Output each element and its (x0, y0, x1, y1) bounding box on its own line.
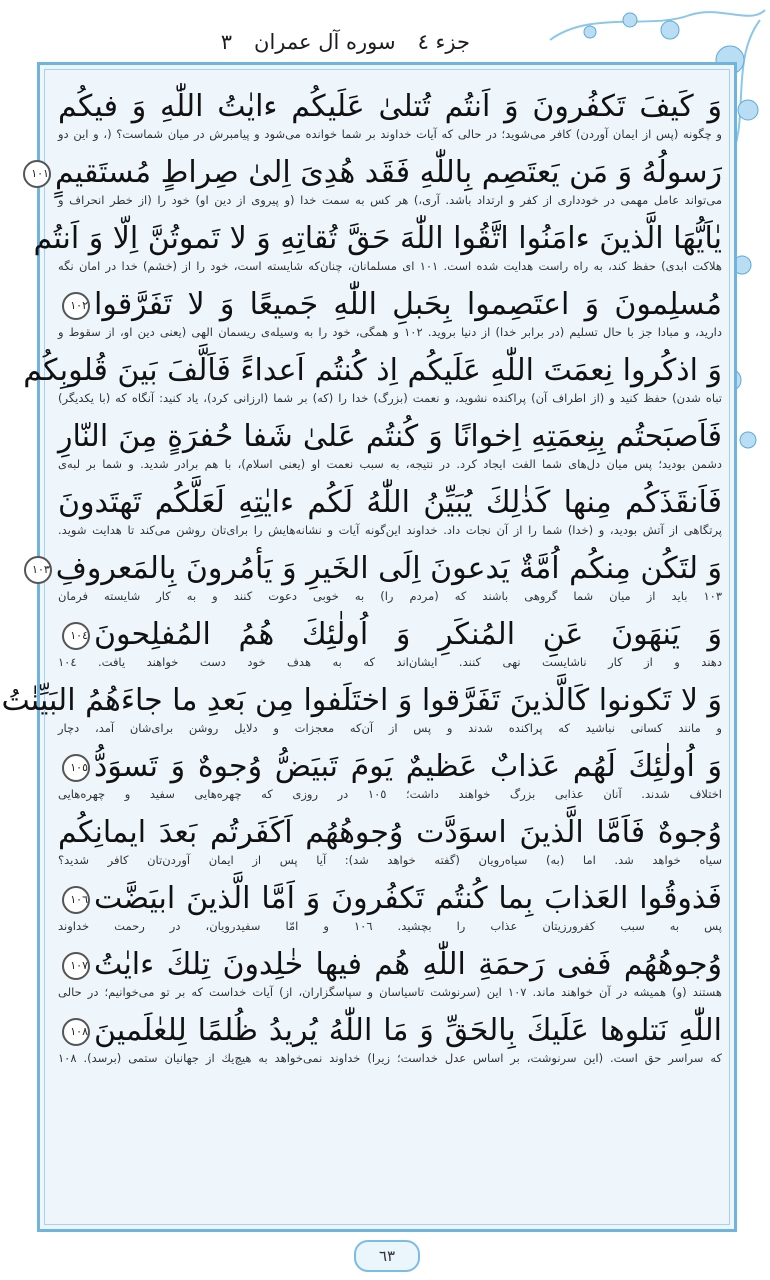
verse-text: وَ يَنهَونَ عَنِ المُنكَرِ وَ اُولٰئِكَ هُمُ المُفلِحونَ (94, 617, 722, 652)
verse-line (58, 874, 722, 916)
verse-text: وَ لا تَكونوا كَالَّذينَ تَفَرَّقوا وَ اختَلَفوا مِن بَعدِ ما جاءَهُمُ البَيِّنٰتُ (1, 683, 722, 718)
translation-line: تباه شدن) حفظ كنيد و (از اطراف آن) پراكنده نشويد، و نعمت (بزرگ) خدا را (كه) بر شما (ارزانى كرد)، ياد كنيد: آنگاه كه (با يكديگر) (58, 391, 722, 405)
verse-text: فَذوقُوا العَذابَ بِما كُنتُم تَكفُرونَ وَ اَمَّا الَّذينَ ابيَضَّت (94, 881, 722, 916)
quran-page-content (1, 82, 722, 1202)
verse-line (33, 214, 722, 256)
verse-text: مُسلِمونَ وَ اعتَصِموا بِحَبلِ اللّٰهِ جَميعًا وَ لا تَفَرَّقوا (94, 287, 722, 322)
translation-line: و مانند كسانى نباشيد كه پراكنده شدند و پس از آن‌كه معجزات و دلايل روشن براى‌شان آمد، دچار (58, 721, 722, 735)
verse-line (58, 1006, 722, 1048)
verse-line (32, 544, 722, 586)
translation-line: ١٠٣ بايد از ميان شما گروهى باشند كه (مردم را) به خوبى دعوت كنند و به كار شايسته فرمان (58, 589, 722, 603)
translation-line: هستند (و) هميشه در آن خواهند ماند. ١٠٧ اين (سرنوشت تاسياسان و سپاسگزاران، از) آيات خداست كه بر تو مى‌خوانيم؛ در حالى (58, 985, 722, 999)
ayah-number-marker: ١٠٢ (62, 292, 90, 320)
surah-name: سوره آل عمران (254, 30, 396, 54)
verse-line (58, 280, 722, 322)
verse-text: اللّٰهِ نَتلوها عَلَيكَ بِالحَقِّ وَ مَا اللّٰهُ يُريدُ ظُلمًا لِلعٰلَمينَ (94, 1013, 722, 1048)
translation-line: كه سراسر حق است. (اين سرنوشت، بر اساس عدل خداست؛ زيرا) خداوند نمى‌خواهد به هيچ‌يك از جهانيان ستمى (برسد). ١٠٨ (58, 1051, 722, 1065)
verse-text: فَاَنقَذَكُم مِنها كَذٰلِكَ يُبَيِّنُ اللّٰهُ لَكُم ءايٰتِهِ لَعَلَّكُم تَهتَدونَ (58, 485, 722, 520)
surah-number: ٣ (220, 30, 233, 54)
verse-line (58, 82, 722, 124)
verse-text: يٰاَيُّهَا الَّذينَ ءامَنُوا اتَّقُوا اللّٰهَ حَقَّ تُقاتِهِ وَ لا تَموتُنَّ اِلّا وَ اَنتُم (33, 221, 722, 256)
verse-line (1, 676, 722, 718)
juz-label: جزء ٤ (417, 30, 470, 54)
verse-line (58, 412, 722, 454)
ayah-number-marker: ١٠٤ (62, 622, 90, 650)
verse-text: وَ اُولٰئِكَ لَهُم عَذابٌ عَظيمٌ يَومَ تَبيَضُّ وُجوهٌ وَ تَسوَدُّ (94, 749, 722, 784)
page-header (140, 22, 470, 62)
ayah-number-marker: ١٠١ (23, 160, 51, 188)
translation-line: اختلاف شدند. آنان عذابى بزرگ خواهند داشت؛ ١٠٥ در روزى كه چهره‌هايى سفيد و چهره‌هايى (58, 787, 722, 801)
verse-text: وُجوهٌ فَاَمَّا الَّذينَ اسوَدَّت وُجوهُهُم اَكَفَرتُم بَعدَ ايمانِكُم (58, 815, 722, 850)
translation-line: داريد، و مبادا جز با حال تسليم (در برابر خدا) از دنيا برويد. ١٠٢ و همگى، خود را به وسيله‌ى ريسمان الهى (يعنى دين او، از سقوط و (58, 325, 722, 339)
ayah-number-marker: ١٠٦ (62, 886, 90, 914)
verse-line (58, 478, 722, 520)
ayah-number-marker: ١٠٧ (62, 952, 90, 980)
translation-line: و چگونه (پس از ايمان آوردن) كافر مى‌شويد؛ در حالى كه آيات خداوند بر شما خوانده مى‌شود و پيامبرش در ميان شماست؟ (، و اين دو (58, 127, 722, 141)
translation-line: دهند و از كار ناشايست نهى كنند. ايشان‌اند كه به هدف خود دست خواهند يافت. ١٠٤ (58, 655, 722, 669)
translation-line: مى‌تواند عامل مهمى در خوددارى از كفر و ارتداد باشد. آرى،) هر كس به سمت خدا (و پيروى از دين او) خود را (از خطر انحراف و (58, 193, 722, 207)
verse-text: وَ اذكُروا نِعمَتَ اللّٰهِ عَلَيكُم اِذ كُنتُم اَعداءً فَاَلَّفَ بَينَ قُلوبِكُم (23, 353, 722, 388)
ayah-number-marker: ١٠٨ (62, 1018, 90, 1046)
ayah-number-marker: ١٠٥ (62, 754, 90, 782)
verse-line (58, 742, 722, 784)
verse-text: رَسولُهُ وَ مَن يَعتَصِم بِاللّٰهِ فَقَد هُدِىَ اِلىٰ صِراطٍ مُستَقيمٍ (54, 155, 722, 190)
verse-line (23, 346, 722, 388)
verse-text: فَاَصبَحتُم بِنِعمَتِهِ اِخوانًا وَ كُنتُم عَلىٰ شَفا حُفرَةٍ مِنَ النّارِ (58, 419, 722, 454)
verse-text: وَ كَيفَ تَكفُرونَ وَ اَنتُم تُتلىٰ عَلَيكُم ءايٰتُ اللّٰهِ وَ فيكُم (58, 89, 722, 124)
translation-line: پرتگاهى از آتش بوديد، و (خدا) شما را از آن نجات داد. خداوند اين‌گونه آيات و نشانه‌هايش را براى‌تان روشن مى‌كند تا هدايت شويد. (58, 523, 722, 537)
verse-text: وَ لتَكُن مِنكُم اُمَّةٌ يَدعونَ اِلَى الخَيرِ وَ يَأمُرونَ بِالمَعروفِ (55, 551, 722, 586)
translation-line: پس به سبب كفرورزيتان عذاب را بچشيد. ١٠٦ و امّا سفيدرويان، در رحمت خداوند (58, 919, 722, 933)
verse-line (58, 808, 722, 850)
translation-line: دشمن بوديد؛ پس ميان دل‌هاى شما الفت ايجاد كرد. در نتيجه، به سبب نعمت او (يعنى اسلام)، با هم برادر شديد. و شما بر لبه‌ى (58, 457, 722, 471)
verse-line (58, 610, 722, 652)
verse-line (31, 148, 722, 190)
verse-text: وُجوهُهُم فَفى رَحمَةِ اللّٰهِ هُم فيها خٰلِدونَ تِلكَ ءايٰتُ (94, 947, 722, 982)
translation-line: سياه خواهد شد. اما (به) سياه‌رويان (گفته خواهد شد): آيا پس از ايمان آوردن‌تان كافر شديد؟ (58, 853, 722, 867)
ayah-number-marker: ١٠٣ (24, 556, 52, 584)
verse-line (58, 940, 722, 982)
page-number: ٦٣ (354, 1240, 420, 1272)
translation-line: هلاكت ابدى) حفظ كند، به راه راست هدايت شده است. ١٠١ اى مسلمانان، چنان‌كه شايسته است، خود را از (خشم) خدا در امان نگه (58, 259, 722, 273)
